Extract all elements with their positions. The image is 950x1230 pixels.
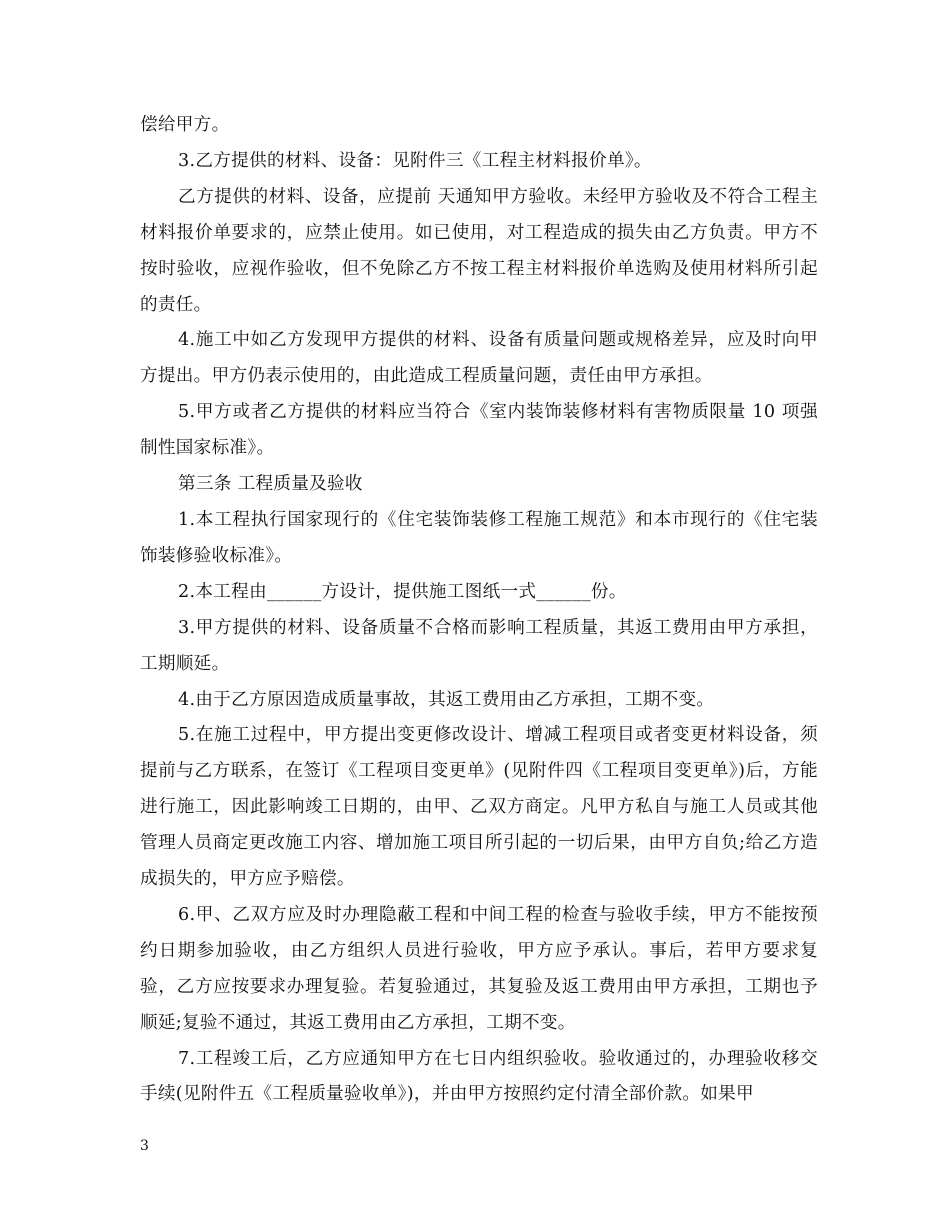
paragraph-quality-item-7: 7.工程竣工后，乙方应通知甲方在七日内组织验收。验收通过的，办理验收移交手续(见附件五《工程质量验收单》)，并由甲方按照约定付清全部价款。如果甲 (140, 1048, 818, 1105)
paragraph-item-4-quality-issue: 4.施工中如乙方发现甲方提供的材料、设备有质量问题或规格差异，应及时向甲方提出。甲方仍表示使用的，由此造成工程质量问题，责任由甲方承担。 (140, 330, 818, 387)
paragraph-item-3-materials: 3.乙方提供的材料、设备：见附件三《工程主材料报价单》。 (178, 150, 652, 171)
paragraph-continuation: 偿给甲方。 (140, 115, 230, 135)
paragraph-quality-item-3: 3.甲方提供的材料、设备质量不合格而影响工程质量，其返工费用由甲方承担，工期顺延。 (140, 617, 818, 674)
paragraph-quality-item-1: 1.本工程执行国家现行的《住宅装饰装修工程施工规范》和本市现行的《住宅装饰装修验收标准》。 (140, 509, 818, 566)
paragraph-quality-item-4: 4.由于乙方原因造成质量事故，其返工费用由乙方承担，工期不变。 (178, 689, 715, 710)
document-body (140, 108, 818, 1113)
paragraph-quality-item-6: 6.甲、乙双方应及时办理隐蔽工程和中间工程的检查与验收手续，甲方不能按预约日期参加验收，由乙方组织人员进行验收，甲方应予承认。事后，若甲方要求复验，乙方应按要求办理复验。若复验通过，其复验及返工费用由甲方承担，工期也予顺延;复验不通过，其返工费用由乙方承担，工期不变。 (140, 904, 818, 1033)
paragraph-item-5-standards: 5.甲方或者乙方提供的材料应当符合《室内装饰装修材料有害物质限量 10 项强制性国家标准》。 (140, 402, 818, 459)
section-heading-article-3: 第三条 工程质量及验收 (178, 474, 363, 495)
page-number: 3 (140, 1138, 149, 1154)
paragraph-material-inspection: 乙方提供的材料、设备，应提前 天通知甲方验收。未经甲方验收及不符合工程主材料报价单要求的，应禁止使用。如已使用，对工程造成的损失由乙方负责。甲方不按时验收，应视作验收，但不免除乙方不按工程主材料报价单选购及使用材料所引起的责任。 (140, 186, 818, 315)
paragraph-quality-item-2: 2.本工程由______方设计，提供施工图纸一式______份。 (178, 581, 627, 602)
paragraph-quality-item-5: 5.在施工过程中，甲方提出变更修改设计、增减工程项目或者变更材料设备，须提前与乙方联系，在签订《工程项目变更单》(见附件四《工程项目变更单》)后，方能进行施工，因此影响竣工日期的，由甲、乙双方商定。凡甲方私自与施工人员或其他管理人员商定更改施工内容、增加施工项目所引起的一切后果，由甲方自负;给乙方造成损失的，甲方应予赔偿。 (140, 725, 818, 890)
